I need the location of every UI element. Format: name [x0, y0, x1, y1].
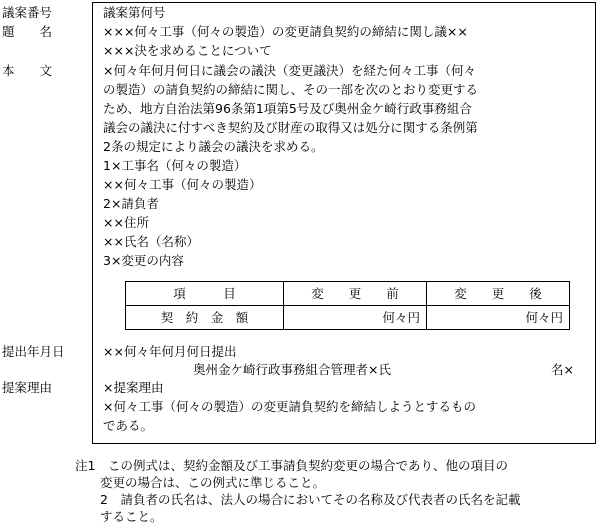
body-line: ××何々工事（何々の製造） [103, 177, 262, 192]
table-header-after: 変 更 後 [427, 282, 570, 306]
submitter: 奥州金ケ崎行政事務組合管理者×氏 [193, 362, 391, 377]
submit-date: ××何々年何月何日提出 [103, 344, 237, 359]
table-row [126, 306, 570, 330]
table-cell-before: 何々円 [284, 306, 427, 330]
table-cell-after: 何々円 [427, 306, 570, 330]
body-line: 2×請負者 [103, 196, 159, 211]
body-line: 2条の規定により議会の議決を求める。 [103, 139, 324, 154]
bill-number: 議案第何号 [103, 5, 166, 20]
table-header-item: 項 目 [126, 282, 284, 306]
body-line: ×何々年何月何日に議会の議決（変更議決）を経た何々工事（何々 [103, 63, 476, 78]
subject-line-1: ×××何々工事（何々の製造）の変更請負契約の締結に関し議×× [103, 24, 468, 39]
body-line: ××氏名（名称） [103, 234, 199, 249]
note-line: 2 請負者の氏名は、法人の場合においてその名称及び代表者の氏名を記載 [75, 492, 521, 507]
change-table [125, 281, 570, 330]
body-line: 議会の議決に付すべき契約及び財産の取得又は処分に関する条例第 [103, 120, 478, 135]
label-submit-date: 提出年月日 [2, 344, 65, 359]
reason-line: ×何々工事（何々の製造）の変更請負契約を締結しようとするもの [103, 399, 476, 414]
body-line: の製造）の請負契約の締結に関し、その一部を次のとおり変更する [103, 82, 479, 97]
body-line: 3×変更の内容 [103, 253, 184, 268]
label-subject: 題 名 [2, 24, 53, 39]
table-header-before: 変 更 前 [284, 282, 427, 306]
subject-line-2: ×××決を求めることについて [103, 43, 272, 58]
body-line: ××住所 [103, 215, 149, 230]
note-line: 変更の場合は、この例式に準じること。 [75, 475, 326, 490]
submitter-name: 名× [551, 362, 574, 377]
body-line: ため、地方自治法第96条第1項第5号及び奥州金ケ崎行政事務組合 [103, 101, 472, 116]
reason-line: ×提案理由 [103, 380, 164, 395]
table-cell-contract-amount: 契 約 金 額 [126, 306, 284, 330]
note-line: すること。 [75, 509, 163, 524]
body-line: 1×工事名（何々の製造） [103, 158, 247, 173]
label-body: 本 文 [2, 63, 53, 78]
label-reason: 提案理由 [2, 380, 53, 395]
note-line: 注1 この例式は、契約金額及び工事請負契約変更の場合であり、他の項目の [75, 458, 508, 473]
table-header-row [126, 282, 570, 306]
reason-line: である。 [103, 418, 154, 433]
label-bill-number: 議案番号 [2, 5, 53, 20]
